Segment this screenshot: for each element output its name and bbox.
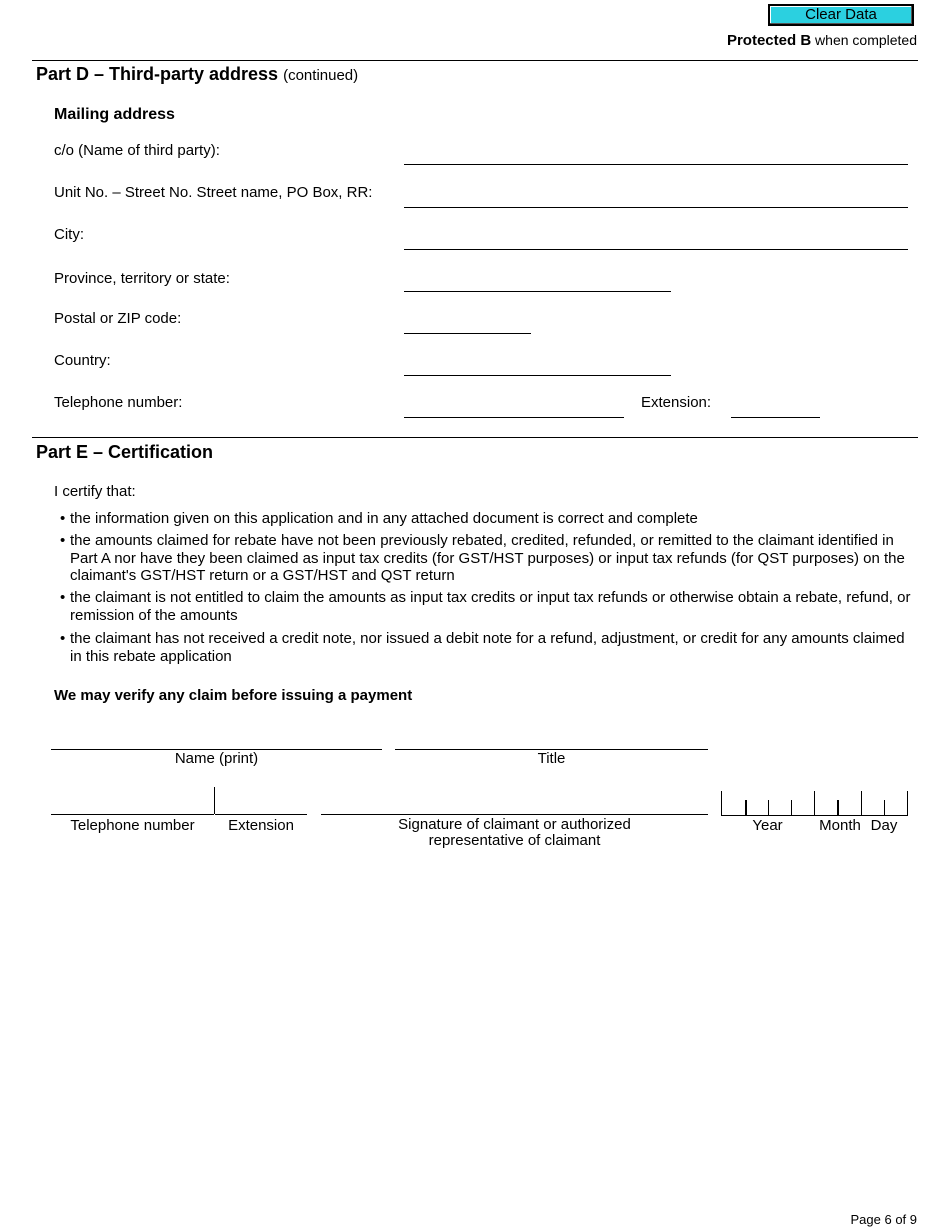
claimant-telephone-field[interactable]	[51, 800, 214, 815]
title-field[interactable]	[395, 735, 708, 750]
day-caption: Day	[870, 817, 898, 834]
telephone-label: Telephone number:	[54, 394, 183, 411]
care-of-label: c/o (Name of third party):	[54, 142, 220, 159]
month-caption: Month	[819, 817, 861, 834]
protected-suffix: when completed	[811, 32, 917, 48]
part-e-title: Part E – Certification	[36, 442, 214, 462]
country-label: Country:	[54, 352, 111, 369]
date-tick	[884, 800, 885, 815]
date-tick	[861, 791, 862, 815]
part-d-title	[36, 64, 358, 85]
date-tick	[721, 791, 722, 815]
mailing-address-title: Mailing address	[54, 106, 175, 123]
bullet-text: the information given on this application and in any attached document is correct and complete	[70, 510, 698, 527]
bullet-text: the claimant is not entitled to claim the amounts as input tax credits or input tax refunds or otherwise obtain a rebate, refund, or remission of the amounts	[70, 589, 911, 624]
telephone-caption: Telephone number	[70, 817, 195, 834]
signature-caption	[321, 817, 708, 849]
divider-part-e	[32, 437, 918, 438]
signature-date-field[interactable]	[721, 791, 908, 816]
clear-data-button[interactable]: Clear Data	[768, 4, 914, 26]
page-number: Page 6 of 9	[850, 1212, 917, 1227]
divider-top	[32, 60, 918, 61]
verify-claim-note: We may verify any claim before issuing a payment	[54, 687, 413, 704]
extension-caption: Extension	[228, 817, 294, 834]
extension-field[interactable]	[731, 403, 820, 418]
street-field[interactable]	[404, 193, 908, 208]
bullet-dot: •	[60, 630, 66, 647]
claimant-extension-field[interactable]	[215, 800, 307, 815]
street-label: Unit No. – Street No. Street name, PO Box, RR:	[54, 184, 373, 201]
postal-code-field[interactable]	[404, 319, 531, 334]
signature-caption-line-2: representative of claimant	[428, 832, 601, 849]
name-print-field[interactable]	[51, 735, 382, 750]
extension-label: Extension:	[641, 394, 712, 411]
protected-label: Protected B	[726, 32, 812, 49]
country-field[interactable]	[404, 361, 671, 376]
date-tick	[768, 800, 769, 815]
title-caption: Title	[537, 750, 566, 767]
part-d-title-text: Part D – Third-party address	[36, 64, 279, 84]
province-label: Province, territory or state:	[54, 270, 230, 287]
telephone-field[interactable]	[404, 403, 624, 418]
part-d-continued: (continued)	[283, 67, 359, 84]
name-print-caption: Name (print)	[174, 750, 259, 767]
date-tick	[907, 791, 908, 815]
city-label: City:	[54, 226, 84, 243]
date-tick	[745, 800, 747, 815]
bullet-dot: •	[60, 532, 66, 549]
date-tick	[837, 800, 839, 815]
province-field[interactable]	[404, 277, 671, 292]
bullet-dot: •	[60, 589, 66, 606]
signature-caption-line-1: Signature of claimant or authorized	[398, 816, 631, 833]
certify-intro: I certify that:	[54, 483, 136, 500]
bullet-text: the claimant has not received a credit note, nor issued a debit note for a refund, adjustment, or credit for any amounts claimed in this rebate application	[70, 630, 905, 665]
date-tick	[814, 791, 815, 815]
date-tick	[791, 800, 792, 815]
bullet-text: the amounts claimed for rebate have not been previously rebated, credited, refunded, or remitted to the claimant identified in Part A nor have they been claimed as input tax credits (for GST/HST purposes) or input tax refunds (for QST purposes) on the claimant's GST/HST return or a GST/HST and QST return	[70, 532, 905, 584]
care-of-field[interactable]	[404, 150, 908, 165]
postal-code-label: Postal or ZIP code:	[54, 310, 182, 327]
year-caption: Year	[752, 817, 783, 834]
signature-field[interactable]	[321, 800, 708, 815]
bullet-dot: •	[60, 510, 66, 527]
city-field[interactable]	[404, 235, 908, 250]
protected-b-notice	[727, 32, 917, 49]
